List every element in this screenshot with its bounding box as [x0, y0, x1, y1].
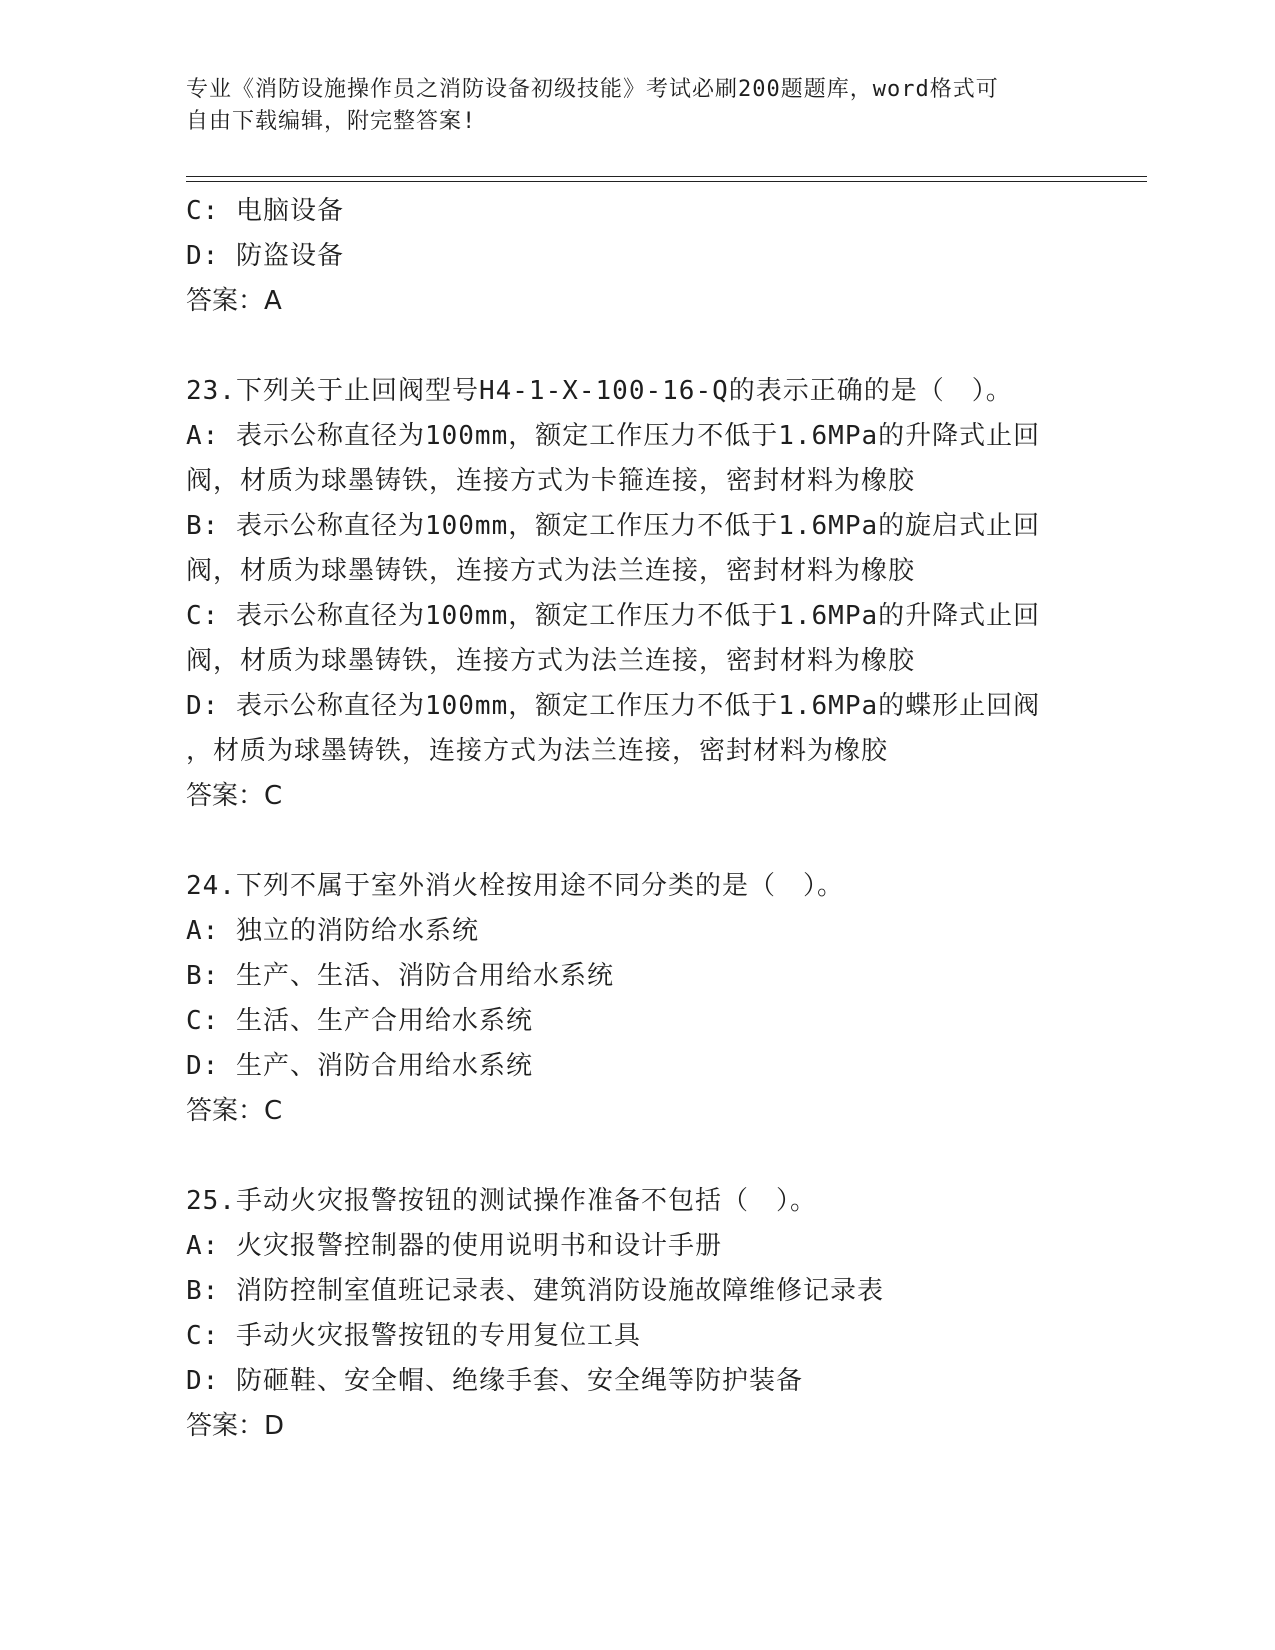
option-b: B: 生产、生活、消防合用给水系统: [186, 961, 614, 991]
question-25: [186, 1179, 1086, 1449]
option-b: B: 消防控制室值班记录表、建筑消防设施故障维修记录表: [186, 1276, 884, 1306]
option-b-continued: 阀，材质为球墨铸铁，连接方式为法兰连接，密封材料为橡胶: [186, 556, 916, 586]
option-d: D: 生产、消防合用给水系统: [186, 1051, 533, 1081]
spacer: [186, 819, 1086, 864]
option-c: C: 生活、生产合用给水系统: [186, 1006, 533, 1036]
option-b: B: 表示公称直径为100mm，额定工作压力不低于1.6MPa的旋启式止回: [186, 511, 1041, 541]
header-divider-top: [186, 176, 1147, 177]
question-22-continued: [186, 189, 1086, 324]
header-title-line-1: 专业《消防设施操作员之消防设备初级技能》考试必刷200题题库，word格式可: [186, 77, 999, 102]
document-header: [186, 74, 1066, 138]
option-c: C: 表示公称直径为100mm，额定工作压力不低于1.6MPa的升降式止回: [186, 601, 1041, 631]
question-24: [186, 864, 1086, 1134]
question-stem: 24.下列不属于室外消火栓按用途不同分类的是（ ）。: [186, 871, 844, 901]
option-d: D: 防盗设备: [186, 241, 344, 271]
option-c: C: 电脑设备: [186, 196, 344, 226]
answer-label: 答案：C: [186, 1096, 283, 1126]
question-list: [186, 189, 1086, 1449]
header-title-line-2: 自由下载编辑，附完整答案!: [186, 109, 477, 134]
option-d: D: 表示公称直径为100mm，额定工作压力不低于1.6MPa的蝶形止回阀: [186, 691, 1041, 721]
option-a-continued: 阀，材质为球墨铸铁，连接方式为卡箍连接，密封材料为橡胶: [186, 466, 916, 496]
option-c-continued: 阀，材质为球墨铸铁，连接方式为法兰连接，密封材料为橡胶: [186, 646, 916, 676]
spacer: [186, 1134, 1086, 1179]
spacer: [186, 324, 1086, 369]
question-23: [186, 369, 1086, 819]
option-a: A: 火灾报警控制器的使用说明书和设计手册: [186, 1231, 722, 1261]
answer-label: 答案：D: [186, 1411, 285, 1441]
answer-label: 答案：C: [186, 781, 283, 811]
question-stem: 23.下列关于止回阀型号H4-1-X-100-16-Q的表示正确的是（ ）。: [186, 376, 1013, 406]
option-d: D: 防砸鞋、安全帽、绝缘手套、安全绳等防护装备: [186, 1366, 803, 1396]
answer-label: 答案：A: [186, 286, 282, 316]
question-stem: 25.手动火灾报警按钮的测试操作准备不包括（ ）。: [186, 1186, 817, 1216]
option-a: A: 独立的消防给水系统: [186, 916, 479, 946]
option-c: C: 手动火灾报警按钮的专用复位工具: [186, 1321, 641, 1351]
header-divider-bottom: [186, 181, 1147, 182]
option-a: A: 表示公称直径为100mm，额定工作压力不低于1.6MPa的升降式止回: [186, 421, 1041, 451]
option-d-continued: ，材质为球墨铸铁，连接方式为法兰连接，密封材料为橡胶: [186, 736, 889, 766]
